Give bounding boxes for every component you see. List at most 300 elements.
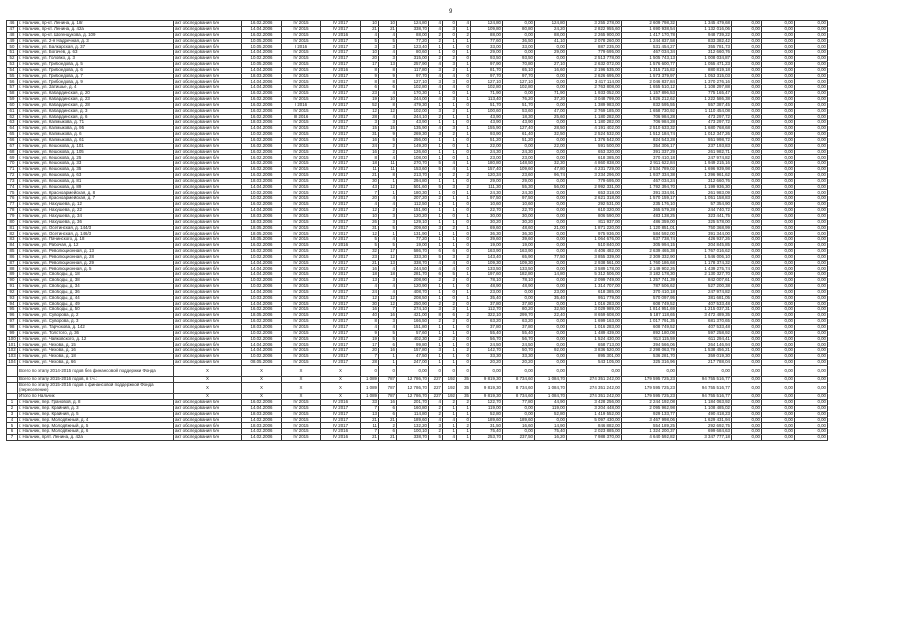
cell-z3: 0,00 — [795, 365, 828, 376]
cell-z2: 0,00 — [762, 400, 795, 406]
cell-c10: 0 — [443, 190, 457, 196]
cell-address: г. Нальчик, ул. Грибоедова, д. 9 — [18, 79, 174, 85]
cell-c10: 4 — [443, 260, 457, 266]
cell-s16: 1 324 200,37 — [622, 429, 677, 435]
cell-date-from: 16.02.2006 — [242, 161, 282, 167]
cell-c6: 8 — [361, 319, 379, 325]
cell-s15: 274 351 242,00 — [567, 382, 622, 393]
cell-c7: 5 — [379, 243, 397, 249]
cell-c11: 0 — [457, 359, 471, 365]
cell-c7: 2 — [379, 149, 397, 155]
cell-address: г. Нальчик, ул. Красноармейская, д. 7 — [18, 196, 174, 202]
cell-s17: 833 382,42 — [677, 38, 732, 44]
cell-c11: 0 — [457, 301, 471, 307]
cell-address: г. Нальчик, пр-кт. Ленина, д. 18г — [18, 21, 174, 27]
cell-c9: 1 — [429, 137, 443, 143]
cell-c9: 1 — [429, 120, 443, 126]
cell-s16: 5 187 118,65 — [622, 313, 677, 319]
cell-c7: 11 — [379, 167, 397, 173]
cell-s14: 0,00 — [535, 231, 567, 237]
cell-c10: 4 — [443, 417, 457, 423]
cell-date-from: 16.02.2006 — [242, 114, 282, 120]
cell-s14: 47,00 — [535, 108, 567, 114]
cell-area-liv: 35,40 — [471, 295, 503, 301]
cell-c7: 4 — [379, 114, 397, 120]
cell-c6: 23 — [361, 254, 379, 260]
cell-z3: 0,00 — [795, 283, 828, 289]
cell-area-liv: 253,70 — [471, 435, 503, 441]
cell-c11: 1 — [457, 143, 471, 149]
cell-area: 274,10 — [397, 307, 429, 313]
cell-c7: 9 — [379, 132, 397, 138]
cell-s15: 1 419 552,00 — [567, 411, 622, 417]
cell-z2: 0,00 — [762, 96, 795, 102]
cell-c11: 0 — [457, 208, 471, 214]
cell-s14: 0,00 — [535, 213, 567, 219]
cell-term-from: IV 2015 — [282, 91, 321, 97]
cell-doc: акт обследования б/н — [174, 102, 242, 108]
cell-area: 124,80 — [397, 21, 429, 27]
cell-area-total: 43,90 — [503, 120, 535, 126]
cell-doc: акт обследования б/н — [174, 126, 242, 132]
cell-s17: 1 110 454,08 — [677, 108, 732, 114]
cell-s17: 391 344,00 — [677, 231, 732, 237]
cell-date-from: 14.04.2006 — [242, 50, 282, 56]
cell-doc: акт обследования б/н — [174, 21, 242, 27]
cell-term-to: IV 2017 — [321, 114, 361, 120]
cell-area-liv: 37,80 — [471, 324, 503, 330]
cell-s14: 24,20 — [535, 26, 567, 32]
cell-z1: 0,00 — [732, 114, 762, 120]
cell-c10: 2 — [443, 108, 457, 114]
cell-no: 62 — [7, 114, 18, 120]
cell-area: 12 786,70 — [397, 377, 429, 383]
cell-date-from: 18.05.2006 — [242, 237, 282, 243]
cell-c9: 2 — [429, 114, 443, 120]
cell-area: 120,20 — [397, 213, 429, 219]
cell-term-from: IV 2015 — [282, 73, 321, 79]
cell-c10: 0 — [443, 50, 457, 56]
cell-s15: 2 513 778,00 — [567, 56, 622, 62]
cell-c11: 1 — [457, 161, 471, 167]
cell-doc: акт обследования б/н — [174, 120, 242, 126]
cell-doc: акт обследования б/н — [174, 301, 242, 307]
cell-c11: 0 — [457, 219, 471, 225]
cell-area-total: 8 734,60 — [503, 394, 535, 400]
cell-c11: 1 — [457, 167, 471, 173]
cell-z2: 0,00 — [762, 342, 795, 348]
cell-z2: 0,00 — [762, 143, 795, 149]
cell-s14: 22,00 — [535, 143, 567, 149]
page-number: 9 — [449, 9, 453, 15]
cell-area-liv: 29,00 — [471, 178, 503, 184]
cell-term-to: IV 2017 — [321, 254, 361, 260]
cell-area-liv: 71,90 — [471, 91, 503, 97]
cell-date-from: X — [242, 365, 282, 376]
cell-no: 71 — [7, 167, 18, 173]
cell-c10: 0 — [443, 295, 457, 301]
cell-s17: 1 051 158,83 — [677, 196, 732, 202]
cell-s16: 1 573 379,97 — [622, 73, 677, 79]
cell-z3: 0,00 — [795, 272, 828, 278]
cell-z2: 0,00 — [762, 161, 795, 167]
cell-area-total: 133,50 — [503, 266, 535, 272]
cell-c11: 1 — [457, 405, 471, 411]
cell-s14: 35,40 — [535, 295, 567, 301]
cell-z3: 0,00 — [795, 219, 828, 225]
cell-area-liv: 120,34 — [471, 172, 503, 178]
cell-s14: 0,00 — [535, 44, 567, 50]
cell-term-to: IV 2017 — [321, 44, 361, 50]
cell-c11: 1 — [457, 272, 471, 278]
cell-area: 244,00 — [397, 96, 429, 102]
cell-area: 80,60 — [397, 50, 429, 56]
cell-no: 3 — [7, 411, 18, 417]
cell-area-liv: 109,80 — [471, 26, 503, 32]
cell-c9: 1 — [429, 149, 443, 155]
cell-c11: 0 — [457, 202, 471, 208]
cell-c6: 1 089 — [361, 382, 379, 393]
cell-c10: 1 — [443, 405, 457, 411]
cell-area-total: 39,60 — [503, 237, 535, 243]
cell-term-from: IV 2015 — [282, 260, 321, 266]
cell-date-from: 16.02.2006 — [242, 243, 282, 249]
cell-s16: 1 315 715,82 — [622, 67, 677, 73]
cell-date-from: 18.03.2006 — [242, 213, 282, 219]
cell-area-liv: 29,00 — [471, 50, 503, 56]
cell-z1: 0,00 — [732, 208, 762, 214]
cell-z3: 0,00 — [795, 417, 828, 423]
cell-z3: 0,00 — [795, 120, 828, 126]
cell-c9: 1 — [429, 243, 443, 249]
cell-doc: акт обследования б/н — [174, 336, 242, 342]
cell-term-from: IV 2015 — [282, 266, 321, 272]
cell-c6: 5 — [361, 38, 379, 44]
cell-area-total: 80,20 — [503, 307, 535, 313]
cell-term-from: IV 2015 — [282, 96, 321, 102]
cell-z3: 0,00 — [795, 330, 828, 336]
cell-z2: 0,00 — [762, 126, 795, 132]
cell-s14: 0,00 — [535, 219, 567, 225]
cell-date-from: 16.02.2006 — [242, 248, 282, 254]
cell-c6: 16 — [361, 266, 379, 272]
cell-area-liv: 157,40 — [471, 167, 503, 173]
cell-no: 82 — [7, 231, 18, 237]
cell-c10: 1 — [443, 202, 457, 208]
cell-z1: 0,00 — [732, 324, 762, 330]
cell-s16: 531 454,27 — [622, 44, 677, 50]
cell-z1: 0,00 — [732, 73, 762, 79]
cell-address: г. Нальчик, ул. Калмыкова, д. 95 — [18, 126, 174, 132]
cell-s14: 0,00 — [535, 85, 567, 91]
cell-s17: 94 755 516,77 — [677, 377, 732, 383]
cell-z2: 0,00 — [762, 260, 795, 266]
cell-term-from: X — [282, 394, 321, 400]
cell-z3: 0,00 — [795, 225, 828, 231]
cell-term-to: X — [321, 394, 361, 400]
cell-c6: 4 — [361, 32, 379, 38]
cell-address: г. Нальчик, ул. Кабардинская, д. 20 — [18, 91, 174, 97]
cell-address: г. Нальчик, ул. Калмыкова, д. 6 — [18, 132, 174, 138]
cell-date-from: 16.02.2006 — [242, 149, 282, 155]
cell-c6: 24 — [361, 289, 379, 295]
cell-area: 114,80 — [397, 411, 429, 417]
cell-area: 47,50 — [397, 354, 429, 360]
cell-c7: 787 — [379, 382, 397, 393]
cell-z3: 0,00 — [795, 96, 828, 102]
cell-c7: 10 — [379, 21, 397, 27]
cell-s14: 0,00 — [535, 260, 567, 266]
cell-z2: 0,00 — [762, 319, 795, 325]
cell-area-total: 76,20 — [503, 96, 535, 102]
cell-no: 96 — [7, 313, 18, 319]
cell-c7: 12 — [379, 108, 397, 114]
cell-c9: 4 — [429, 417, 443, 423]
cell-s17: 94 755 516,77 — [677, 394, 732, 400]
cell-c7: 4 — [379, 155, 397, 161]
cell-area: 12 786,70 — [397, 394, 429, 400]
cell-no: 6 — [7, 429, 18, 435]
summary-row — [7, 365, 828, 376]
cell-term-to: IV 2017 — [321, 184, 361, 190]
cell-c10: 1 — [443, 137, 457, 143]
cell-s14: 119,00 — [535, 405, 567, 411]
cell-z1: 0,00 — [732, 96, 762, 102]
cell-area-total: 189,60 — [503, 417, 535, 423]
cell-term-to: IV 2017 — [321, 237, 361, 243]
cell-doc: акт обследования б/н — [174, 208, 242, 214]
cell-date-from: 16.02.2006 — [242, 172, 282, 178]
cell-s15: 618 385,00 — [567, 155, 622, 161]
cell-area-total: 102,80 — [503, 85, 535, 91]
cell-s16: 2 639 465,38 — [622, 248, 677, 254]
cell-c6: 18 — [361, 272, 379, 278]
cell-address: г. Нальчик, ул. Чехова, д. 18 — [18, 354, 174, 360]
cell-c10: 192 — [443, 377, 457, 383]
cell-area: 170,30 — [397, 91, 429, 97]
cell-s16: 832 595,55 — [622, 102, 677, 108]
cell-z1: 0,00 — [732, 143, 762, 149]
cell-area-liv: 81,70 — [471, 67, 503, 73]
cell-c11: 0 — [457, 73, 471, 79]
cell-s15: 2 632 072,00 — [567, 61, 622, 67]
cell-area-total: 0,00 — [503, 289, 535, 295]
cell-term-from: IV 2015 — [282, 79, 321, 85]
cell-s14: 56,00 — [535, 184, 567, 190]
cell-no: 69 — [7, 155, 18, 161]
cell-c7: 4 — [379, 324, 397, 330]
cell-c9: 4 — [429, 260, 443, 266]
cell-term-to: IV 2017 — [321, 423, 361, 429]
cell-date-from: 16.02.2006 — [242, 155, 282, 161]
cell-c7: 5 — [379, 38, 397, 44]
cell-date-from: 14.04.2006 — [242, 26, 282, 32]
cell-term-to: IV 2017 — [321, 61, 361, 67]
cell-c10: 5 — [443, 272, 457, 278]
cell-s16: 179 595 725,23 — [622, 382, 677, 393]
cell-z2: 0,00 — [762, 382, 795, 393]
cell-area-liv: 119,00 — [471, 405, 503, 411]
cell-c7: 3 — [379, 120, 397, 126]
cell-s17: 57 354,90 — [677, 202, 732, 208]
cell-area-liv: 56,70 — [471, 336, 503, 342]
cell-term-to: IV 2017 — [321, 225, 361, 231]
cell-s16: 706 984,28 — [622, 120, 677, 126]
cell-c7: 0 — [379, 365, 397, 376]
cell-address: г. Нальчик, ул. Пачинского, д. 18 — [18, 237, 174, 243]
cell-no: 73 — [7, 178, 18, 184]
cell-c6: 16 — [361, 307, 379, 313]
cell-z2: 0,00 — [762, 243, 795, 249]
cell-doc: акт обследования б/н — [174, 184, 242, 190]
cell-term-to: IV 2017 — [321, 26, 361, 32]
cell-s15: 3 836 520,00 — [567, 348, 622, 354]
cell-date-from: 16.02.2006 — [242, 21, 282, 27]
cell-c6: 31 — [361, 132, 379, 138]
cell-c9: 1 — [429, 295, 443, 301]
cell-address: г. Нальчик, ул. Кешокова, д. 25 — [18, 155, 174, 161]
cell-s15: 975 936,00 — [567, 231, 622, 237]
cell-s15: 2 938 561,00 — [567, 260, 622, 266]
cell-term-to: IV 2016 — [321, 32, 361, 38]
cell-area: 129,10 — [397, 219, 429, 225]
cell-area-total: 37,80 — [503, 324, 535, 330]
cell-term-from: IV 2015 — [282, 208, 321, 214]
cell-z1: 0,00 — [732, 178, 762, 184]
cell-c7: 16 — [379, 348, 397, 354]
cell-c9: 4 — [429, 73, 443, 79]
cell-doc: акт обследования б/н — [174, 417, 242, 423]
cell-s14: 0,00 — [535, 248, 567, 254]
cell-s15: 653 318,00 — [567, 190, 622, 196]
cell-address: г. Нальчик, ул. Революционная, д. 29 — [18, 260, 174, 266]
cell-c11: 1 — [457, 114, 471, 120]
cell-c10: 1 — [443, 114, 457, 120]
cell-address: г. Нальчик, ул. Свободы, д. 49 — [18, 301, 174, 307]
cell-s14: 0,00 — [535, 417, 567, 423]
cell-s15: 2 023 885,00 — [567, 429, 622, 435]
cell-z3: 0,00 — [795, 172, 828, 178]
cell-s14: 1 084,70 — [535, 377, 567, 383]
cell-z1: 0,00 — [732, 405, 762, 411]
cell-date-from: 16.02.2006 — [242, 32, 282, 38]
cell-c6: 43 — [361, 184, 379, 190]
cell-s14: 75,40 — [535, 429, 567, 435]
cell-doc: акт обследования б/н — [174, 295, 242, 301]
cell-area: 132,20 — [397, 423, 429, 429]
cell-z2: 0,00 — [762, 365, 795, 376]
cell-c10: 2 — [443, 56, 457, 62]
cell-z3: 0,00 — [795, 231, 828, 237]
cell-s16: 824 543,28 — [622, 137, 677, 143]
cell-no: 87 — [7, 260, 18, 266]
cell-z2: 0,00 — [762, 313, 795, 319]
cell-z3: 0,00 — [795, 149, 828, 155]
cell-date-from: 18.05.2006 — [242, 231, 282, 237]
cell-no: 58 — [7, 91, 18, 97]
cell-area: 100,10 — [397, 429, 429, 435]
cell-c11: 1 — [457, 61, 471, 67]
cell-no: 72 — [7, 172, 18, 178]
cell-s14: 0,00 — [535, 102, 567, 108]
cell-doc: акт обследования б/н — [174, 289, 242, 295]
cell-area-total: 0,00 — [503, 21, 535, 27]
cell-date-from: 18.03.2006 — [242, 178, 282, 184]
cell-s17: 1 439 275,74 — [677, 266, 732, 272]
cell-s15: 2 099 749,00 — [567, 278, 622, 284]
cell-s16: 1 690 938,54 — [622, 26, 677, 32]
cell-date-from: 14.02.2006 — [242, 417, 282, 423]
cell-area: 338,70 — [397, 435, 429, 441]
cell-address: г. Нальчик, пер. Крайний, д. 3 — [18, 405, 174, 411]
cell-z2: 0,00 — [762, 248, 795, 254]
cell-term-to: IV 2017 — [321, 167, 361, 173]
cell-s16: 179 595 725,23 — [622, 394, 677, 400]
cell-c9: 5 — [429, 254, 443, 260]
cell-c10: 1 — [443, 237, 457, 243]
cell-term-to: IV 2017 — [321, 73, 361, 79]
cell-no — [7, 365, 18, 376]
cell-address: г. Нальчик, ул. Богачев, д. 63 — [18, 50, 174, 56]
cell-c9: 1 — [429, 283, 443, 289]
cell-z3: 0,00 — [795, 289, 828, 295]
cell-area: 244,10 — [397, 114, 429, 120]
cell-address: г. Нальчик, ул. Кешокова, д. 81 — [18, 178, 174, 184]
cell-z3: 0,00 — [795, 137, 828, 143]
cell-address: г. Нальчик, ул. Свободы, д. 34 — [18, 283, 174, 289]
cell-c9: 1 — [429, 237, 443, 243]
cell-s16: 0,00 — [622, 365, 677, 376]
cell-z1: 0,00 — [732, 354, 762, 360]
cell-c6: 19 — [361, 96, 379, 102]
cell-c9: 2 — [429, 429, 443, 435]
cell-date-from: 16.02.2006 — [242, 137, 282, 143]
cell-c6: 8 — [361, 79, 379, 85]
cell-s16: 2 510 633,32 — [622, 126, 677, 132]
cell-s17: 557 387,45 — [677, 102, 732, 108]
cell-term-from: IV 2015 — [282, 143, 321, 149]
cell-s16: 1 658 730,92 — [622, 108, 677, 114]
cell-c11: 1 — [457, 67, 471, 73]
cell-area-liv: 109,30 — [471, 260, 503, 266]
cell-doc: акт обследования б/н — [174, 219, 242, 225]
cell-doc: X — [174, 394, 242, 400]
cell-c6: 12 — [361, 231, 379, 237]
cell-c9: 4 — [429, 96, 443, 102]
cell-z3: 0,00 — [795, 202, 828, 208]
cell-c9: 4 — [429, 85, 443, 91]
cell-area-total: 30,00 — [503, 213, 535, 219]
cell-no: 94 — [7, 301, 18, 307]
cell-area: 131,90 — [397, 231, 429, 237]
cell-area-liv: 33,00 — [471, 44, 503, 50]
cell-term-from: IV 2015 — [282, 67, 321, 73]
cell-s17: 1 696 939,98 — [677, 167, 732, 173]
cell-area-liv: 24,50 — [471, 342, 503, 348]
cell-no: 46 — [7, 21, 18, 27]
cell-s16: 2 046 837,84 — [622, 79, 677, 85]
cell-z3: 0,00 — [795, 278, 828, 284]
cell-c7: 10 — [379, 96, 397, 102]
cell-c11: 2 — [457, 348, 471, 354]
cell-s14: 32,50 — [535, 132, 567, 138]
cell-z3: 0,00 — [795, 307, 828, 313]
cell-s17: 1 538 456,21 — [677, 348, 732, 354]
cell-doc: акт обследования б/н — [174, 260, 242, 266]
cell-s14: 0,00 — [535, 365, 567, 376]
cell-z1: 0,00 — [732, 266, 762, 272]
cell-s16: 1 814 951,69 — [622, 307, 677, 313]
